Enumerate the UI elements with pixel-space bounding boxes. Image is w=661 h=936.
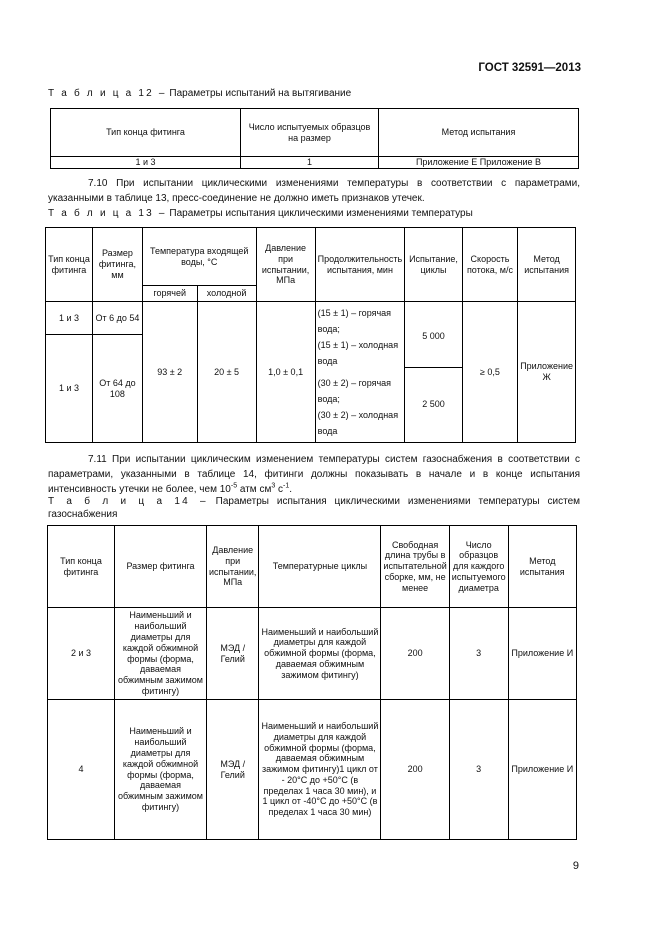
t13-duration-2b: (30 ± 2) – холодная вода bbox=[317, 410, 399, 436]
t13-duration-2a: (30 ± 2) – горячая вода; bbox=[317, 378, 392, 404]
t12-cell-method: Приложение Е Приложение В bbox=[379, 157, 579, 169]
t14-r1-type: 2 и 3 bbox=[48, 608, 115, 700]
t14-r1-method: Приложение И bbox=[508, 608, 576, 700]
table12-caption-prefix: Т а б л и ц а 12 – bbox=[48, 88, 167, 99]
t13-method: Приложение Ж bbox=[518, 302, 576, 443]
t13-cycles-1: 5 000 bbox=[405, 305, 461, 368]
t14-r1-pressure: МЭД / Гелий bbox=[207, 608, 259, 700]
t13-header-speed: Скорость потока, м/с bbox=[462, 228, 517, 302]
t14-r2-size: Наименьший и наибольший диаметры для каждой обжимной формы (форма, даваемая обжимным зажимом фитингу) bbox=[115, 700, 207, 840]
table13-caption-prefix: Т а б л и ц а 13 – bbox=[48, 208, 167, 219]
t13-header-cycles: Испытание, циклы bbox=[405, 228, 462, 302]
t14-header-method: Метод испытания bbox=[508, 526, 576, 608]
t13-pressure: 1,0 ± 0,1 bbox=[256, 302, 315, 443]
table13-caption bbox=[48, 208, 473, 219]
table12-caption-title: Параметры испытаний на вытягивание bbox=[169, 88, 352, 99]
t13-header-pressure: Давление при испытании, МПа bbox=[256, 228, 315, 302]
p711-text: 7.11 При испытании циклическим изменением температуры систем газоснабжения в соответствии с параметрами, указанными в таблице 14, фитинги должны показывать в начале и в конце испытания интенсивность утечки не более, чем 10 bbox=[48, 454, 580, 495]
t14-header-pressure: Давление при испытании, МПа bbox=[207, 526, 259, 608]
t13-cycles-2: 2 500 bbox=[422, 398, 445, 409]
t13-r2-type: 1 и 3 bbox=[46, 335, 93, 443]
t12-header-count: Число испытуемых образцов на размер bbox=[241, 109, 379, 157]
p711-mid2: с bbox=[275, 484, 284, 495]
t13-cold: 20 ± 5 bbox=[197, 302, 256, 443]
t13-speed: ≥ 0,5 bbox=[462, 302, 517, 443]
table-13 bbox=[45, 227, 576, 443]
t14-r2-length: 200 bbox=[381, 700, 449, 840]
table-12 bbox=[50, 108, 579, 169]
t14-r1-cycles: Наименьший и наибольший диаметры для каждой обжимной формы (форма, даваемая обжимным зажимом фитингу) bbox=[259, 608, 381, 700]
t12-cell-type: 1 и 3 bbox=[51, 157, 241, 169]
t14-r2-method: Приложение И bbox=[508, 700, 576, 840]
p711-exp2: 3 bbox=[271, 482, 276, 490]
t14-header-size: Размер фитинга bbox=[115, 526, 207, 608]
t14-header-length: Свободная длина трубы в испытательной сборке, мм, не менее bbox=[381, 526, 449, 608]
paragraph-7-10: 7.10 При испытании циклическими изменениями температуры в соответствии с параметрами, указанными в таблице 13, пресс-соединение не должно иметь признаков утечек. bbox=[48, 178, 580, 204]
t13-duration-1a: (15 ± 1) – горячая вода; bbox=[317, 308, 392, 334]
t13-header-method: Метод испытания bbox=[518, 228, 576, 302]
t14-r1-length: 200 bbox=[381, 608, 449, 700]
t13-hot: 93 ± 2 bbox=[142, 302, 197, 443]
paragraph-7-11 bbox=[48, 452, 580, 497]
standard-header: ГОСТ 32591—2013 bbox=[478, 62, 581, 74]
t13-r1-size: От 6 до 54 bbox=[92, 302, 142, 335]
t13-header-type: Тип конца фитинга bbox=[46, 228, 93, 302]
table14-caption-prefix: Т а б л и ц а 14 – bbox=[48, 496, 208, 507]
t13-header-hot: горячей bbox=[142, 286, 197, 302]
t12-header-type: Тип конца фитинга bbox=[51, 109, 241, 157]
t14-header-type: Тип конца фитинга bbox=[48, 526, 115, 608]
t13-cycles bbox=[405, 302, 462, 443]
t12-cell-count: 1 bbox=[241, 157, 379, 169]
page-number: 9 bbox=[572, 860, 579, 872]
table14-caption-title: Параметры испытания циклическими изменениями температуры систем газоснабжения bbox=[48, 496, 581, 520]
t14-r1-size: Наименьший и наибольший диаметры для каждой обжимной формы (форма, даваемая обжимным зажимом фитингу) bbox=[115, 608, 207, 700]
table-14 bbox=[47, 525, 577, 840]
t13-duration bbox=[315, 302, 405, 443]
t14-r1-count: 3 bbox=[449, 608, 508, 700]
t12-header-method: Метод испытания bbox=[379, 109, 579, 157]
t14-r2-pressure: МЭД / Гелий bbox=[207, 700, 259, 840]
p711-mid: атм см bbox=[237, 484, 272, 495]
t13-header-cold: холодной bbox=[197, 286, 256, 302]
t13-header-size: Размер фитинга, мм bbox=[92, 228, 142, 302]
t14-header-cycles: Температурные циклы bbox=[259, 526, 381, 608]
t13-r1-type: 1 и 3 bbox=[46, 302, 93, 335]
table12-caption bbox=[48, 88, 351, 99]
p711-exp3: -1 bbox=[283, 482, 290, 490]
t14-r2-cycles: Наименьший и наибольший диаметры для каждой обжимной формы (форма, даваемая обжимным зажимом фитингу)1 цикл от - 20°С до +50°С (в пределах 1 часа 30 мин), и 1 цикл от -40°С до +50°С (в пределах 1 часа 30 мин) bbox=[259, 700, 381, 840]
table13-caption-title: Параметры испытания циклическими изменениями температуры bbox=[169, 208, 473, 219]
t13-header-temp: Температура входящей воды, °С bbox=[142, 228, 256, 286]
p711-end: . bbox=[289, 484, 293, 495]
t14-r2-count: 3 bbox=[449, 700, 508, 840]
t14-r2-type: 4 bbox=[48, 700, 115, 840]
t14-header-count: Число образцов для каждого испытуемого диаметра bbox=[449, 526, 508, 608]
t13-r2-size: От 64 до 108 bbox=[92, 335, 142, 443]
table14-caption bbox=[48, 495, 580, 521]
t13-duration-1b: (15 ± 1) – холодная вода bbox=[317, 340, 399, 366]
t13-header-duration: Продолжительность испытания, мин bbox=[315, 228, 405, 302]
p711-exp1: -5 bbox=[230, 482, 238, 490]
